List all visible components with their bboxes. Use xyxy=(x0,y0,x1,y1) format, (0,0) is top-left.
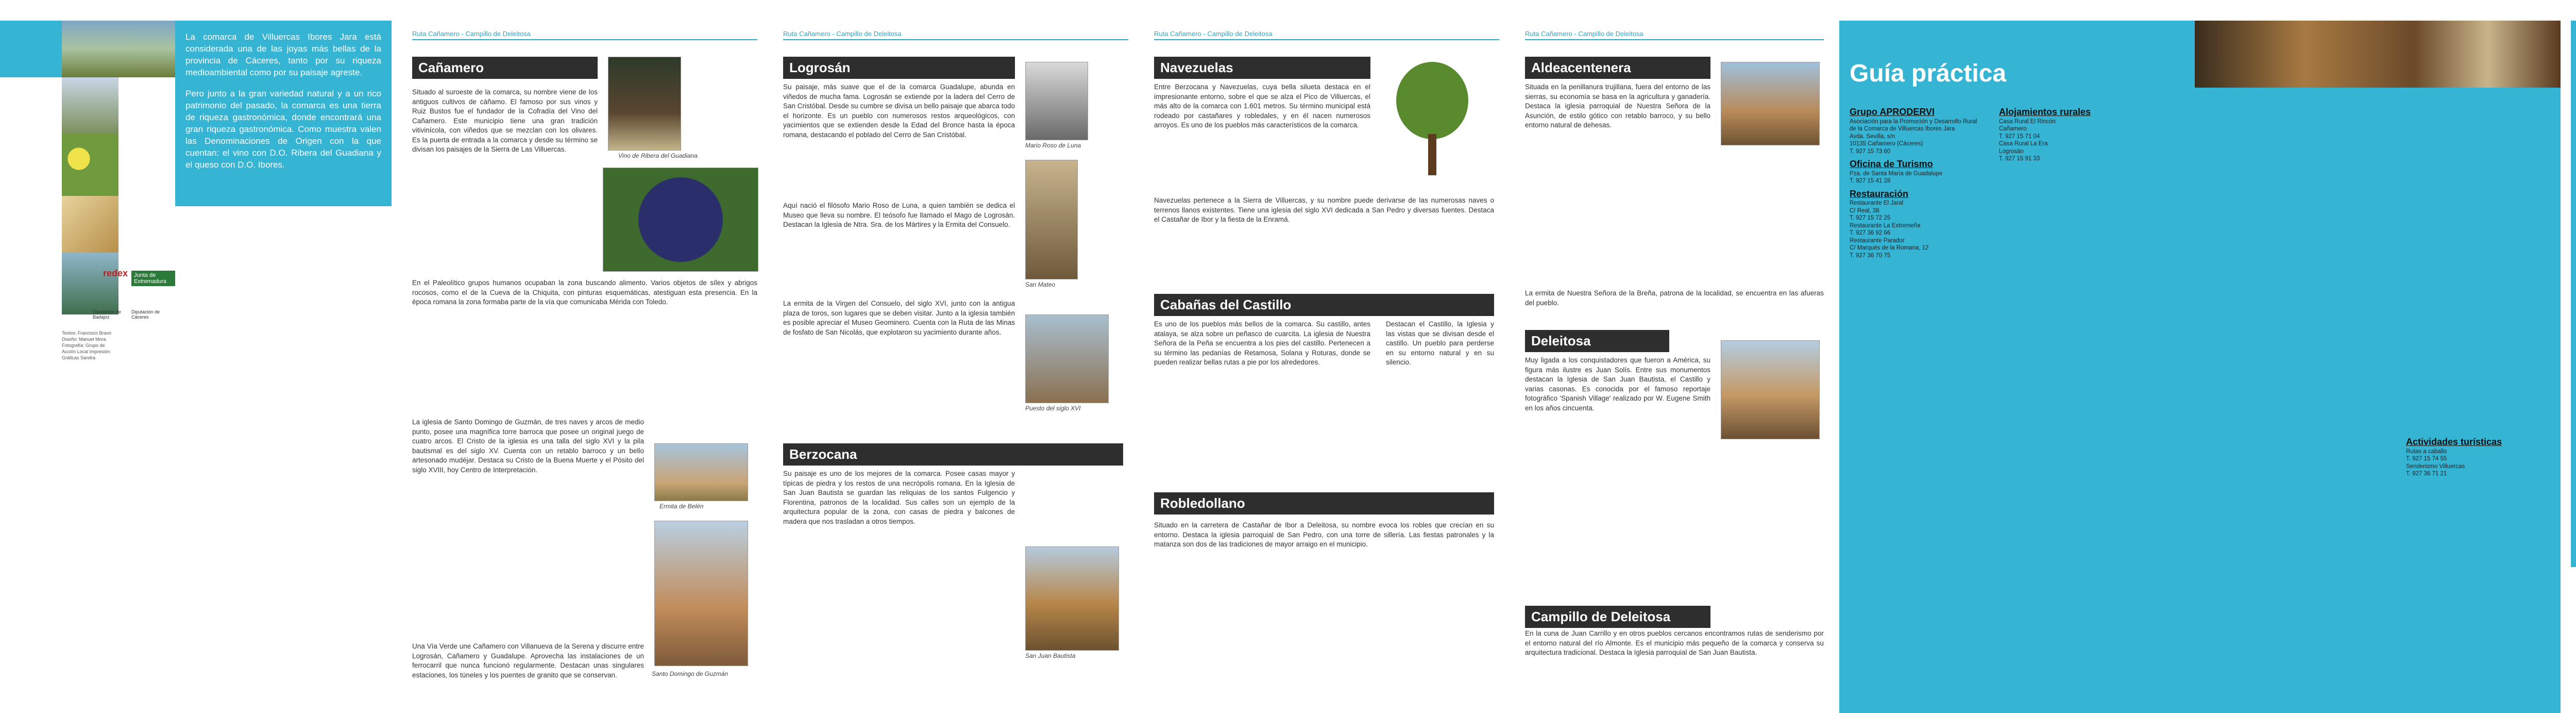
section-title-robledollano: Robledollano xyxy=(1154,492,1494,515)
guia-title: Guía práctica xyxy=(1850,60,2007,87)
deleitosa-text: Muy ligada a los conquistadores que fueron a América, su figura más ilustre es Juan Solís. Entre sus monumentos destacan la Iglesia de San Juan Bautista, el Castillo y varias casonas. Es conocida por el famoso reportaje fotográfico 'Spanish Village' realizado por W. Eugene Smith en los años cincuenta. xyxy=(1525,356,1710,412)
caption-puesto: Puesto del siglo XVI xyxy=(1025,405,1081,412)
logrosan-text-1: Su paisaje, más suave que el de la comarca Guadalupe, abunda en viñedos de mucha fama. Logrosán se extiende por la ladera del Cerro de San Cristóbal. Desde su cumbre se divisa un bello paisaje que abarca todo el horizonte. Es un pueblo con numerosos restos arqueológicos, con yacimientos que se extienden desde la Edad del Bronce hasta la época romana, destacando el poblado del Cerro de San Cristóbal. xyxy=(783,83,1015,139)
running-head: Ruta Cañamero - Campillo de Deleitosa xyxy=(412,30,531,38)
guia-line: Casa Rural La Era xyxy=(1999,141,2048,147)
photo-wine-bottle xyxy=(608,57,681,151)
logrosan-text-3: La ermita de la Virgen del Consuelo, del siglo XVI, junto con la antigua plaza de toros, son lugares que se deben visitar. Junto a la iglesia también es posible apreciar el Museo Geominero. Cuenta con la Ruta de las Minas de fosfato de San Nicolás, que explotaron su yacimiento durante años. xyxy=(783,300,1015,336)
photo-grapes xyxy=(603,168,758,272)
guia-sect-0: Grupo APRODERVI xyxy=(1850,107,1935,117)
head-rule xyxy=(783,39,1128,40)
guia-line: T. 927 36 70 75 xyxy=(1850,252,1891,259)
panel-intro-text xyxy=(175,21,392,412)
section-title-deleitosa: Deleitosa xyxy=(1525,330,1669,352)
guia-line: T. 927 15 74 55 xyxy=(2406,456,2447,462)
photo-column xyxy=(62,77,118,314)
photo-puesto xyxy=(1025,314,1109,403)
guia-line: C/ Marqués de la Romana, 12 xyxy=(1850,245,1929,251)
section-title-cabanas: Cabañas del Castillo xyxy=(1154,294,1494,316)
panel-logrosan xyxy=(773,0,1133,713)
guia-line: T. 927 15 91 33 xyxy=(1999,156,2040,162)
guia-photo-strip xyxy=(2195,21,2561,88)
tree-crown xyxy=(1396,62,1468,139)
guia-col-1 xyxy=(1850,103,1978,259)
panel-guia xyxy=(1839,21,2561,713)
photo-river xyxy=(62,253,118,314)
cabanas-text-2: Destacan el Castillo, la Iglesia y las vistas que se divisan desde el castillo. Un pueblo para perderse en su entorno natural y en su silencio. xyxy=(1386,320,1494,366)
logo-junta: Junta de Extremadura xyxy=(131,271,175,286)
section-title-aldeacentenera: Aldeacentenera xyxy=(1525,57,1710,79)
tree-trunk xyxy=(1428,134,1436,175)
guia-line: T. 927 15 73 60 xyxy=(1850,148,1891,155)
photo-tree xyxy=(1386,62,1479,175)
guia-line: Asociación para la Promoción y Desarrollo Rural de la Comarca de Villuercas Ibores Jara xyxy=(1850,118,1977,132)
guia-col-2 xyxy=(1999,103,2128,163)
logo-diputacion-caceres: Diputación de Cáceres xyxy=(131,309,160,320)
photo-san-mateo xyxy=(1025,160,1078,279)
guia-line: Restaurante Parador xyxy=(1850,237,1905,244)
panel-navezuelas xyxy=(1144,0,1504,713)
guia-col-3 xyxy=(2406,433,2535,478)
section-title-campillo: Campillo de Deleitosa xyxy=(1525,606,1710,628)
head-rule xyxy=(1525,39,1824,40)
intro-paragraph-1: La comarca de Villuercas Ibores Jara está considerada una de las joyas más bellas de la provincia de Cáceres, tanto por su riqueza medioambiental como por su paisaje agreste. xyxy=(185,32,381,77)
guia-line: Casa Rural El Rincón xyxy=(1999,118,2056,125)
head-rule xyxy=(412,39,757,40)
caption-wine: Vino de Ribera del Guadiana xyxy=(618,152,698,159)
robledollano-text: Situado en la carretera de Castañar de Ibor a Deleitosa, su nombre evoca los robles que crecían en su entorno. Destaca la iglesia parroquial de San Pedro, con una torre de sillería. Las fiestas patronales y la matanza son dos de las tradiciones de mayor arraigo en el municipio. xyxy=(1154,521,1494,548)
photo-flowers xyxy=(62,134,118,196)
canamero-text-1: Situado al suroeste de la comarca, su nombre viene de los antiguos cultivos de cáñamo. El famoso por sus vinos y Ruiz Bustos fue el fundador de la Cofradía del Vino del Cañamero. Este municipio tiene una gran tradición vitivinícola, con viñedos que se mezclan con los olivares. Es la puerta de entrada a la comarca y desde su término se divisan los paisajes de la Sierra de Las Villuercas. xyxy=(412,88,598,153)
guia-line: Avda. Sevilla, s/n xyxy=(1850,133,1895,140)
intro-landscape-photo xyxy=(62,21,175,77)
guia-sect-1: Oficina de Turismo xyxy=(1850,159,1933,169)
logrosan-text-2: Aquí nació el filósofo Mario Roso de Luna, a quien también se dedica el Museo que lleva su nombre. El teósofo fue llamado el Mago de Logrosán. Destacan la Iglesia de Ntra. Sra. de los Mártires y la Ermita del Consuelo. xyxy=(783,202,1015,228)
cover-cyan xyxy=(2571,21,2576,567)
navezuelas-text-2: Navezuelas pertenece a la Sierra de Villuercas, y su nombre puede derivarse de las numerosas naves o terrenos llanos existentes. Tiene una iglesia del siglo XVI dedicada a San Pedro y diversas fuentes. Destaca el Castañar de Ibor y la fiesta de la Enramá. xyxy=(1154,196,1494,223)
photo-roso-de-luna xyxy=(1025,62,1088,140)
photo-aldeacentenera xyxy=(1721,62,1820,145)
running-head: Ruta Cañamero - Campillo de Deleitosa xyxy=(1154,30,1273,38)
photo-cheese xyxy=(62,196,118,253)
guia-line: Senderismo Villuercas xyxy=(2406,463,2465,470)
section-title-canamero: Cañamero xyxy=(412,57,598,79)
panel-canamero xyxy=(402,0,762,713)
guia-line: T. 927 15 72 25 xyxy=(1850,215,1891,221)
running-head: Ruta Cañamero - Campillo de Deleitosa xyxy=(1525,30,1643,38)
canamero-text-2: En el Paleolítico grupos humanos ocupaban la zona buscando alimento. Varios objetos de sílex y abrigos rocosos, como el de la Cueva de la Chiquita, con pinturas esquemáticas, atestiguan esta presencia. En la época romana la zona formaba parte de la vía que comunicaba Mérida con Toledo. xyxy=(412,279,757,306)
guia-line: Restaurante El Jaral xyxy=(1850,200,1904,206)
logo-diputacion-badajoz: Diputación de Badajoz xyxy=(93,309,122,320)
guia-line: Cañamero xyxy=(1999,126,2027,132)
photo-san-juan xyxy=(1025,546,1119,651)
photo-santo-domingo xyxy=(654,521,748,666)
guia-sect-3: Alojamientos rurales xyxy=(1999,107,2091,117)
section-title-logrosan: Logrosán xyxy=(783,57,1015,79)
panel-cover xyxy=(2571,0,2576,713)
photo-ermita-belen xyxy=(654,443,748,501)
guia-line: Restaurante La Extremeña xyxy=(1850,222,1921,229)
caption-santo-domingo: Santo Domingo de Guzmán xyxy=(652,670,728,677)
intro-bottom-photo xyxy=(175,206,392,412)
running-head: Ruta Cañamero - Campillo de Deleitosa xyxy=(783,30,902,38)
intro-paragraph-2: Pero junto a la gran variedad natural y a un rico patrimonio del pasado, la comarca es una tierra de riqueza gastronómica, donde encontrará una gran riqueza gastronómica. Como muestra valen las Denominaciones de Origen con la que cuentan: el vino con D.O. Ribera del Guadiana y el queso con D.O. Ibores. xyxy=(185,89,381,170)
logo-redex: redex xyxy=(103,268,128,278)
photo-mountains xyxy=(62,77,118,134)
canamero-text-3: La iglesia de Santo Domingo de Guzmán, de tres naves y arcos de medio punto, posee una magnífica torre barroca que posee un original juego de cuatro arcos. El Cristo de la iglesia es una talla del siglo XVI y la pila bautismal es del siglo XV. Cuenta con un retablo barroco y un bello artesonado mudéjar. Destaca su Cristo de la Buena Muerte y el Pósito del siglo XVIII, hoy Centro de Interpretación. xyxy=(412,418,644,474)
guia-line: T. 927 36 92 66 xyxy=(1850,230,1891,236)
section-title-berzocana: Berzocana xyxy=(783,443,1123,466)
campillo-text: En la cuna de Juan Carrillo y en otros pueblos cercanos encontramos rutas de senderismo por el entorno natural del río Almonte. Es el municipio más pequeño de la comarca y conserva su arquitectura tradicional. Destaca la Iglesia parroquial de San Juan Bautista. xyxy=(1525,629,1824,656)
guia-line: C/ Real, 38 xyxy=(1850,207,1879,214)
credits: Textos: Francisco Bravo Diseño: Manuel Mora Fotografía: Grupo de Acción Local Impresión: Gráficas Sandra xyxy=(62,330,112,360)
berzocana-text: Su paisaje es uno de los mejores de la comarca. Posee casas mayor y típicas de piedra y los restos de una necrópolis romana. En la Iglesia de San Juan Bautista se guardan las reliquias de los santos Fulgencio y Florentina, patronos de la localidad. Sus calles son un ejemplo de la arquitectura popular de la zona, con casas de piedra y balcones de madera que nos trasladan a otros tiempos. xyxy=(783,470,1015,525)
guia-line: T. 927 15 41 28 xyxy=(1850,178,1891,184)
guia-sect-2: Restauración xyxy=(1850,188,1909,199)
caption-ermita: Ermita de Belén xyxy=(659,503,704,510)
caption-san-juan: San Juan Bautista xyxy=(1025,652,1076,659)
photo-deleitosa xyxy=(1721,340,1820,439)
guia-line: Logrosán xyxy=(1999,148,2024,155)
guia-line: 10135 Cañamero (Cáceres) xyxy=(1850,141,1923,147)
aldeacentenera-text-2: La ermita de Nuestra Señora de la Breña, patrona de la localidad, se encuentra en las afueras del pueblo. xyxy=(1525,289,1824,307)
cabanas-text-1: Es uno de los pueblos más bellos de la comarca. Su castillo, antes atalaya, se alza sobre un peñasco de cuarcita. La iglesia de Nuestra Señora de la Peña se encuentra a los pies del castillo. Pertenecen a su término las pedanías de Retamosa, Solana y Roturas, donde se pueden realizar bellas rutas a pie por los alrededores. xyxy=(1154,320,1370,366)
panel-aldeacentenera xyxy=(1515,0,1829,713)
guia-sect-4: Actividades turísticas xyxy=(2406,437,2502,447)
panel-intro xyxy=(0,0,175,713)
guia-line: Rutas a caballo xyxy=(2406,448,2447,455)
canamero-text-4: Una Vía Verde une Cañamero con Villanueva de la Serena y discurre entre Logrosán, Cañamero y Guadalupe. Aprovecha las instalaciones de un ferrocarril que nunca funcionó regularmente. Destacan unas singulares estaciones, los túneles y los puentes de granito que se conservan. xyxy=(412,642,644,679)
guia-line: T. 927 15 71 04 xyxy=(1999,133,2040,140)
head-rule xyxy=(1154,39,1499,40)
caption-roso: Mario Roso de Luna xyxy=(1025,142,1081,149)
guia-line: T. 927 36 71 21 xyxy=(2406,471,2447,477)
caption-san-mateo: San Mateo xyxy=(1025,281,1056,288)
aldeacentenera-text-1: Situada en la penillanura trujillana, fuera del entorno de las sierras, su economía se basa en la agricultura y ganadería. Destaca la iglesia parroquial de Nuestra Señora de la Asunción, de estilo gótico con retablo barroco, y su bello entorno natural de dehesas. xyxy=(1525,83,1710,129)
navezuelas-text-1: Entre Berzocana y Navezuelas, cuya bella silueta destaca en el impresionante entorno, sobre el que se alza el Pico de Villuercas, el más alto de la comarca con 1.601 metros. Su término municipal está rodeado por castañares y robledales, y en él nacen numerosos arroyos. Es uno de los pueblos más característicos de la comarca. xyxy=(1154,83,1370,129)
section-title-navezuelas: Navezuelas xyxy=(1154,57,1370,79)
guia-line: Pza. de Santa María de Guadalupe xyxy=(1850,170,1943,177)
